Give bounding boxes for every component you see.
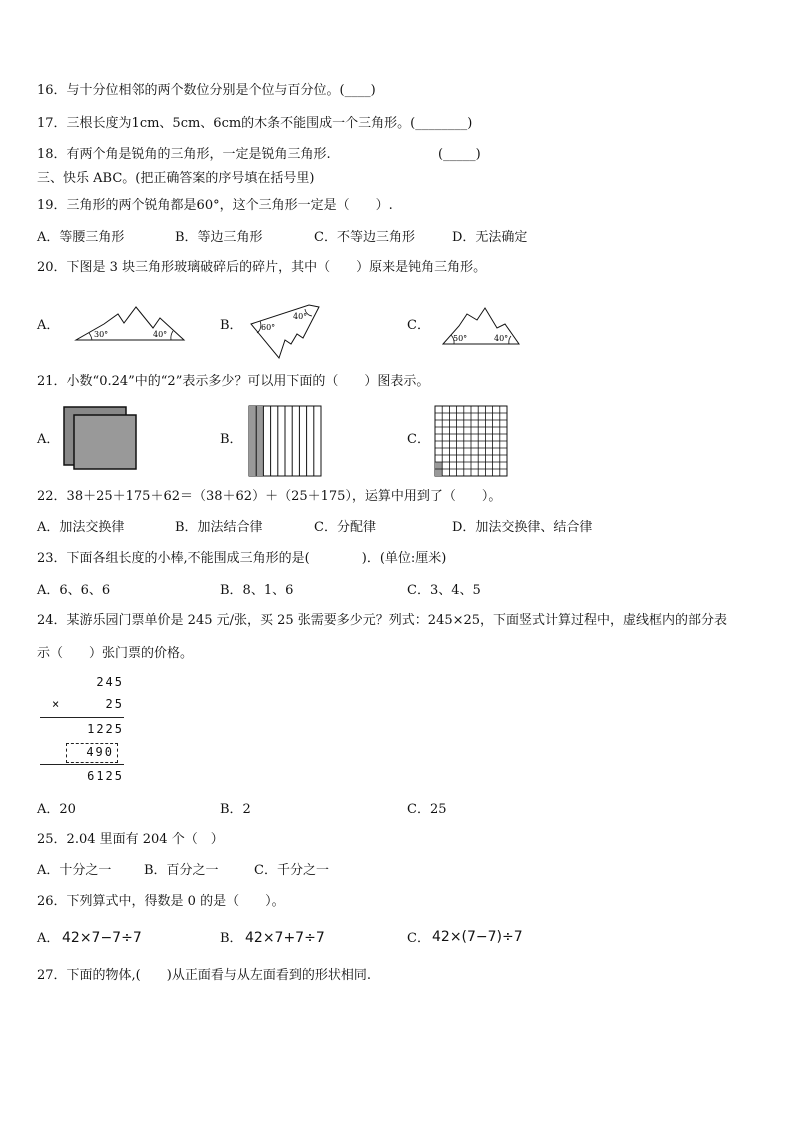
calc-partial-1: 1225 — [87, 722, 124, 736]
q23-option-c: C．3、4、5 — [407, 583, 481, 598]
q20-label-b: B． — [220, 318, 243, 333]
question-22: 22．38＋25＋175＋62＝（38＋62）＋（25＋175），运算中用到了（ ）。 — [37, 489, 502, 504]
q19-option-b: B．等边三角形 — [175, 230, 263, 245]
q20-label-c: C． — [407, 318, 430, 333]
q26-label-b: B． — [220, 931, 243, 946]
question-24-line2: 示（ ）张门票的价格。 — [37, 646, 194, 661]
q21-label-b: B． — [220, 432, 243, 447]
question-19: 19．三角形的两个锐角都是60°，这个三角形一定是（ ）. — [37, 198, 393, 213]
q24-option-c: C．25 — [407, 802, 447, 817]
q23-option-a: A．6、6、6 — [37, 583, 111, 598]
q20-c-angle-left: 50° — [453, 334, 468, 343]
q22-option-d: D．加法交换律、结合律 — [452, 520, 593, 535]
q21-label-c: C． — [407, 432, 430, 447]
question-23: 23．下面各组长度的小棒,不能围成三角形的是( )．(单位:厘米) — [37, 551, 447, 566]
q24-option-a: A．20 — [37, 802, 76, 817]
q24-option-b: B．2 — [220, 802, 251, 817]
q26-label-a: A． — [37, 931, 60, 946]
q22-option-c: C．分配律 — [314, 520, 376, 535]
q20-c-angle-right: 40° — [494, 334, 509, 343]
q19-option-d: D．无法确定 — [452, 230, 528, 245]
q25-option-a: A．十分之一 — [37, 863, 112, 878]
section-3-title: 三、快乐 ABC。(把正确答案的序号填在括号里) — [37, 171, 315, 186]
calc-result: 6125 — [87, 769, 124, 783]
q26-label-c: C． — [407, 931, 430, 946]
question-17: 17．三根长度为1cm、5cm、6cm的木条不能围成一个三角形。(________) — [37, 116, 473, 131]
calc-multiplier: 25 — [105, 697, 124, 711]
q26-expression-b: 42×7+7÷7 — [245, 930, 325, 946]
question-24-line1: 24．某游乐园门票单价是 245 元/张，买 25 张需要多少元？列式：245×25，下面竖式计算过程中，虚线框内的部分表 — [37, 613, 728, 628]
q22-option-a: A．加法交换律 — [37, 520, 125, 535]
q20-b-angle-top: 40° — [293, 312, 308, 321]
q21-figure-b — [248, 405, 322, 477]
q20-a-angle-left: 30° — [94, 330, 109, 339]
q19-option-a: A．等腰三角形 — [37, 230, 125, 245]
q25-option-c: C．千分之一 — [254, 863, 329, 878]
q21-figure-a — [62, 405, 138, 471]
question-20: 20．下图是 3 块三角形玻璃破碎后的碎片，其中（ ）原来是钝角三角形。 — [37, 260, 487, 275]
q23-option-b: B．8、1、6 — [220, 583, 294, 598]
q26-expression-a: 42×7−7÷7 — [62, 930, 142, 946]
q20-a-angle-right: 40° — [153, 330, 168, 339]
calc-rule-1 — [40, 717, 124, 718]
calc-rule-2 — [40, 764, 124, 765]
q21-label-a: A． — [37, 432, 60, 447]
q20-fragment-b — [245, 300, 325, 362]
q22-option-b: B．加法结合律 — [175, 520, 263, 535]
q20-fragment-c — [437, 300, 527, 350]
q26-expression-c: 42×(7−7)÷7 — [432, 929, 523, 945]
question-18-blank: (_____) — [438, 147, 481, 162]
q19-option-c: C．不等边三角形 — [314, 230, 415, 245]
q20-b-angle-left: 60° — [261, 323, 276, 332]
question-27: 27．下面的物体,( )从正面看与从左面看到的形状相同. — [37, 968, 371, 983]
q20-fragment-a — [70, 300, 190, 346]
question-18: 18．有两个角是锐角的三角形，一定是锐角三角形. — [37, 147, 331, 162]
question-25: 25．2.04 里面有 204 个（ ） — [37, 832, 224, 847]
q25-option-b: B．百分之一 — [144, 863, 219, 878]
q20-label-a: A． — [37, 318, 60, 333]
question-21: 21．小数“0.24”中的“2”表示多少？可以用下面的（ ）图表示。 — [37, 374, 430, 389]
calc-times-sign: × — [52, 697, 62, 711]
question-26: 26．下列算式中，得数是 0 的是（ ）。 — [37, 894, 285, 909]
calc-partial-2: 490 — [86, 745, 114, 759]
question-16: 16．与十分位相邻的两个数位分别是个位与百分位。(____) — [37, 83, 376, 98]
q21-figure-c — [434, 405, 508, 477]
calc-multiplicand: 245 — [96, 675, 124, 689]
